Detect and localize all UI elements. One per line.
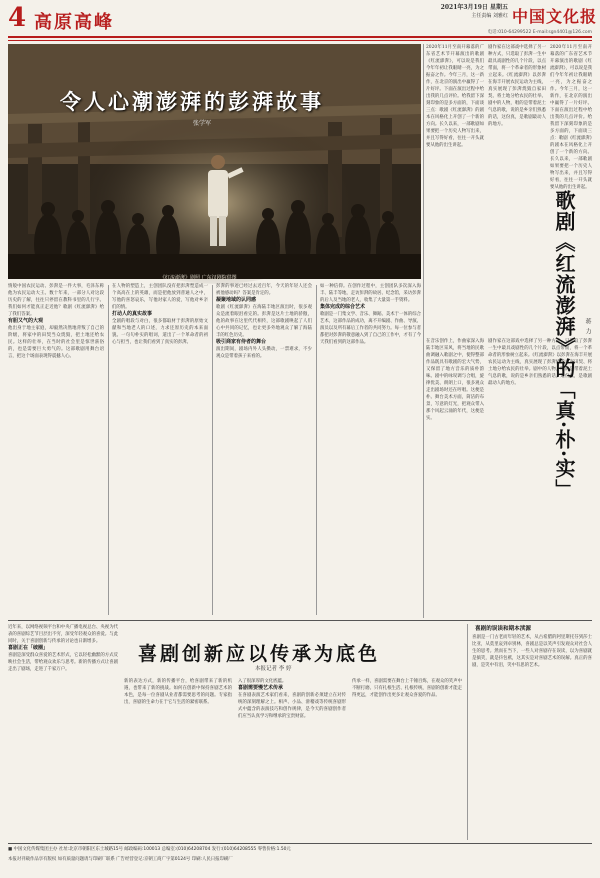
lower-col1-rest: 喜剧是深受群众喜爱的艺术形式，它以轻松幽默的方式反映社会生活，带给观众欢乐与思考。新的传播方式让喜剧走出了剧场，走进了千家万户。 xyxy=(8,653,118,672)
article2-col1-rest: 他出身于地主家庭，却毅然决然地背叛了自己的阶级，将家中的田契当众烧毁，把土地还给农民。这样的壮举，在当时的社会里是惊世骇俗的，也是需要巨大勇气的。这部歌剧用舞台语言，把这个场面表现得震撼人心。 xyxy=(8,326,104,359)
article2-col3-rest: 歌剧《红流澎湃》在海陆丰地区演出时，很多观众是流着眼泪看完的。彭湃是这片土地的骄傲，他的故事在这里代代相传，这部歌剧唤起了人们心中共同的记忆，也让更多外地观众了解了海陆丰的红色历史。 xyxy=(216,305,312,338)
masthead-rule xyxy=(8,36,592,38)
article2-column-1 xyxy=(8,283,104,618)
issue-date: 2021年3月19日 星期五 xyxy=(440,4,508,11)
section-title: 高原高峰 xyxy=(34,12,114,33)
masthead-rule-thin xyxy=(8,40,592,41)
lower-col3-rest: 在喜剧表演艺术家们看来，喜剧的创新必须建立在对传统的深刻理解之上。相声、小品、滑稽戏等传统喜剧形式中蕴含的表演技巧和创作规律，是今天的喜剧创作者们应当认真学习和继承的宝贵财富。 xyxy=(238,693,346,719)
lower-subhead-2: 喜剧需要慢艺术传承 xyxy=(238,685,284,691)
lower-subhead-1: 喜剧正在「破圈」 xyxy=(8,645,49,651)
stage-photo-illustration xyxy=(8,44,421,279)
article2-subhead-2: 打动人的真实故事 xyxy=(112,311,153,317)
date-box xyxy=(388,4,508,20)
article2-subhead-3: 凝聚地域的认同感 xyxy=(216,297,257,303)
footer-line-1: ■ 中国文化传媒集团主办 社址:北京市朝阳区东土城路15号 邮政编码:100013 总编室:(010)64208704 发行:(010)64208555 零售价格:1.50元 xyxy=(8,847,291,852)
lower-column-2: 新的表达方式，新的传播平台，给喜剧带来了新的机遇，也带来了新的挑战。如何在创新中保持喜剧艺术的本色，是每一位喜剧从业者都需要思考的问题。专家指出，喜剧的生命力在于它与生活的紧密联系。 xyxy=(124,679,232,705)
lower-byline: 本报记者 李 婷 xyxy=(255,666,292,672)
footer-line-2: 本报对刊载作品享有版权 如有质量问题请与印刷厂联系 广告经营登记:京朝工商广字第0124号 印刷:人民日报印刷厂 xyxy=(8,857,233,862)
lower-column-3 xyxy=(238,678,346,840)
contact-line: 电话:010-64299522 E-mail:sgn4401@126.com xyxy=(487,30,592,35)
article2-col4-rest: 歌剧是一门集文学、音乐、舞蹈、美术于一体的综合艺术，这部作品的成功，离不开编剧、作曲、导演、演员以及所有幕后工作者的共同努力。每一位参与者都把对彭湃的敬意融入到了自己的工作中，才有了今天我们看到的这部作品。 xyxy=(320,312,421,345)
masthead xyxy=(0,0,600,44)
article1-column-e: 2020年11月至南开幕落的广东省艺术节开幕演出的歌剧《红流澎湃》，可以说是我们今年年初让我眼睛一亮，为之振奋之作。今年三月，这一新作，在北京的演出中赢得了一片好评。下面在演出过程中给出我的几点评价。给我留下深刻印象的是多方面的，下面谈三点：歌剧《红流澎湃》的剧本在风格化上开创了一个新的方向。长久以来，一部歌剧如果要把一个历史人物写出来，并且写得好看，往往一开头就要从他的出生讲起。 xyxy=(550,45,592,190)
photo-caption: 《红流澎湃》剧照 广东汉剧院供图 xyxy=(160,275,237,281)
article2-subhead-4: 吸引商家有侍者的舞台 xyxy=(216,339,267,345)
footer-rule xyxy=(8,843,592,844)
lower-col3-text: 入了很深厚的文化底蕴。 xyxy=(238,679,287,684)
article1-column-b: 剧作家在这部戏中选择了另一种方式，只选取了彭湃一生中最具戏剧性的几个片段，以点带面，将一个革命者的形象树立起来。《红流澎湃》以彭湃在海丰开展农民运动为主线，真实展现了彭湃烧毁自家田契、将土地分给农民的壮举。剧中的人物，唱的是带着泥土气息的歌，说的是乡亲们熟悉的话，这份真，是歌剧最动人的地方。 xyxy=(488,45,546,127)
lower-column-4: 传承一样，喜剧需要在舞台上千锤百炼，在观众的笑声中不断打磨。只有扎根生活、扎根传统，喜剧的创新才能走得更远，才能创作出更多让观众喜爱的作品。 xyxy=(352,679,462,698)
column-rule xyxy=(108,285,109,615)
section-divider xyxy=(8,620,592,621)
article2-subhead-5: 集体完成的综合艺术 xyxy=(320,304,366,310)
column-rule xyxy=(467,624,468,840)
column-rule xyxy=(212,285,213,615)
article2-col4-text: 如一种信仰。在创作过程中，主创团队多次深入海丰、陆丰等地，走访彭湃的故居、纪念馆，采访彭湃的后人及当地的老人，收集了大量第一手资料。 xyxy=(320,284,421,303)
article2-column-2 xyxy=(112,283,208,618)
lower-col1-text: 近年来，以网络视频平台和中央广播电视总台、央视为代表的喜剧综艺节目层出不穷，深受年轻观众的喜爱。与此同时，关于喜剧创新与传承的讨论也日渐增多。 xyxy=(8,625,118,644)
article2-col2-rest: 全剧的唱段与对白，很多都取材于彭湃的原始文献和当地老人的口述，力求还原历史的本来面貌。一句句朴实的唱词，道出了一个革命者的初心与担当，也让我们看到了真实的彭湃。 xyxy=(112,319,208,345)
article1-title: 歌剧《红流澎湃》的「真·朴·实」 xyxy=(552,190,576,500)
article2-col3-text: 彭湃的事迹已经过去近百年，今天的年轻人还会被他感动吗？答案是肯定的。 xyxy=(216,284,312,296)
lower-headline: 喜剧创新应以传承为底色 xyxy=(138,643,381,665)
hero-headline: 令人心潮澎湃的彭湃故事 xyxy=(60,89,324,114)
hero-byline: 张学军 xyxy=(193,120,212,127)
column-rule xyxy=(423,44,424,618)
article1-column-c: 在音乐创作上，作曲家深入海陆丰地区采风，将当地的民歌曲调融入歌剧之中，使得整部作品既具有歌剧的宏大气势，又保留了地方音乐的质朴韵味。剧中的咏叹调与合唱，旋律优美、朗朗上口，很多观众走出剧场时还在哼唱。这便是朴。舞台美术方面，简洁的布景，写意的灯光，把观众带入那个风起云涌的年代，这便是实。 xyxy=(426,339,484,421)
column-rule xyxy=(316,285,317,615)
article2-col3-rest2: 演出期间，剧场内外人头攒动，一票难求，不少观众是带着孩子来看的。 xyxy=(216,347,312,359)
hero-photo xyxy=(8,44,421,279)
article1-author: 蒋力 xyxy=(584,318,591,338)
article1-column-d: 剧作家在这部戏中选择了另一种方式，只选取了彭湃一生中最具戏剧性的几个片段，以点带面，将一个革命者的形象树立起来。《红流澎湃》以彭湃在海丰开展农民运动为主线，真实展现了彭湃烧毁自家田契、将土地分给农民的壮举。剧中的人物，唱的是带着泥土气息的歌，说的是乡亲们熟悉的话，这份真，是歌剧最动人的地方。 xyxy=(488,339,592,386)
sidebar-title: 喜剧的误读和期本渎源 xyxy=(475,626,531,632)
article2-col1-text: 情般中国农民运动、彭湃是一件大事，毛泽东称他为农民运动大王。数十年来，一部分人对这段历史的了解，往往只停留在教科书里的几行字。我们如何才能真正走近他？歌剧《红流澎湃》给了我们答案。 xyxy=(8,284,104,317)
newspaper-logo: 中国文化报 xyxy=(512,7,598,26)
article2-col2-text: 在人物的塑造上，主创团队没有把彭湃塑造成一个高高在上的英雄，而是把他放到普通人之中，写他的喜怒哀乐，写他对家人的爱，写他对乡亲们的情。 xyxy=(112,284,208,310)
lower-column-1 xyxy=(8,624,118,839)
sidebar-text: 喜剧是一门古老而年轻的艺术，从古希腊的阿里斯托芬到莎士比亚，从莫里哀到卓别林，喜剧总是以笑声引发观众对社会人生的思考。然而在当下，一些人对喜剧存在误读，以为喜剧就是搞笑，就是抖包袱，这其实是对喜剧艺术的误解。真正的喜剧，是笑中有泪，笑中有思的艺术。 xyxy=(472,635,592,668)
editor-line: 主任责编 刘雅红 xyxy=(471,13,508,19)
article2-column-3 xyxy=(216,283,312,618)
article2-subhead-1: 有胆又气的大观 xyxy=(8,318,44,324)
article1-column-a: 2020年11月至南开幕落的广东省艺术节开幕演出的歌剧《红流澎湃》，可以说是我们今年年初让我眼睛一亮，为之振奋之作。今年三月，这一新作，在北京的演出中赢得了一片好评。下面在演出过程中给出我的几点评价。给我留下深刻印象的是多方面的，下面谈三点：歌剧《红流澎湃》的剧本在风格化上开创了一个新的方向。长久以来，一部歌剧如果要把一个历史人物写出来，并且写得好看，往往一开头就要从他的出生讲起。 xyxy=(426,45,484,148)
article2-column-4 xyxy=(320,283,421,618)
page-number: 4 xyxy=(8,3,27,33)
